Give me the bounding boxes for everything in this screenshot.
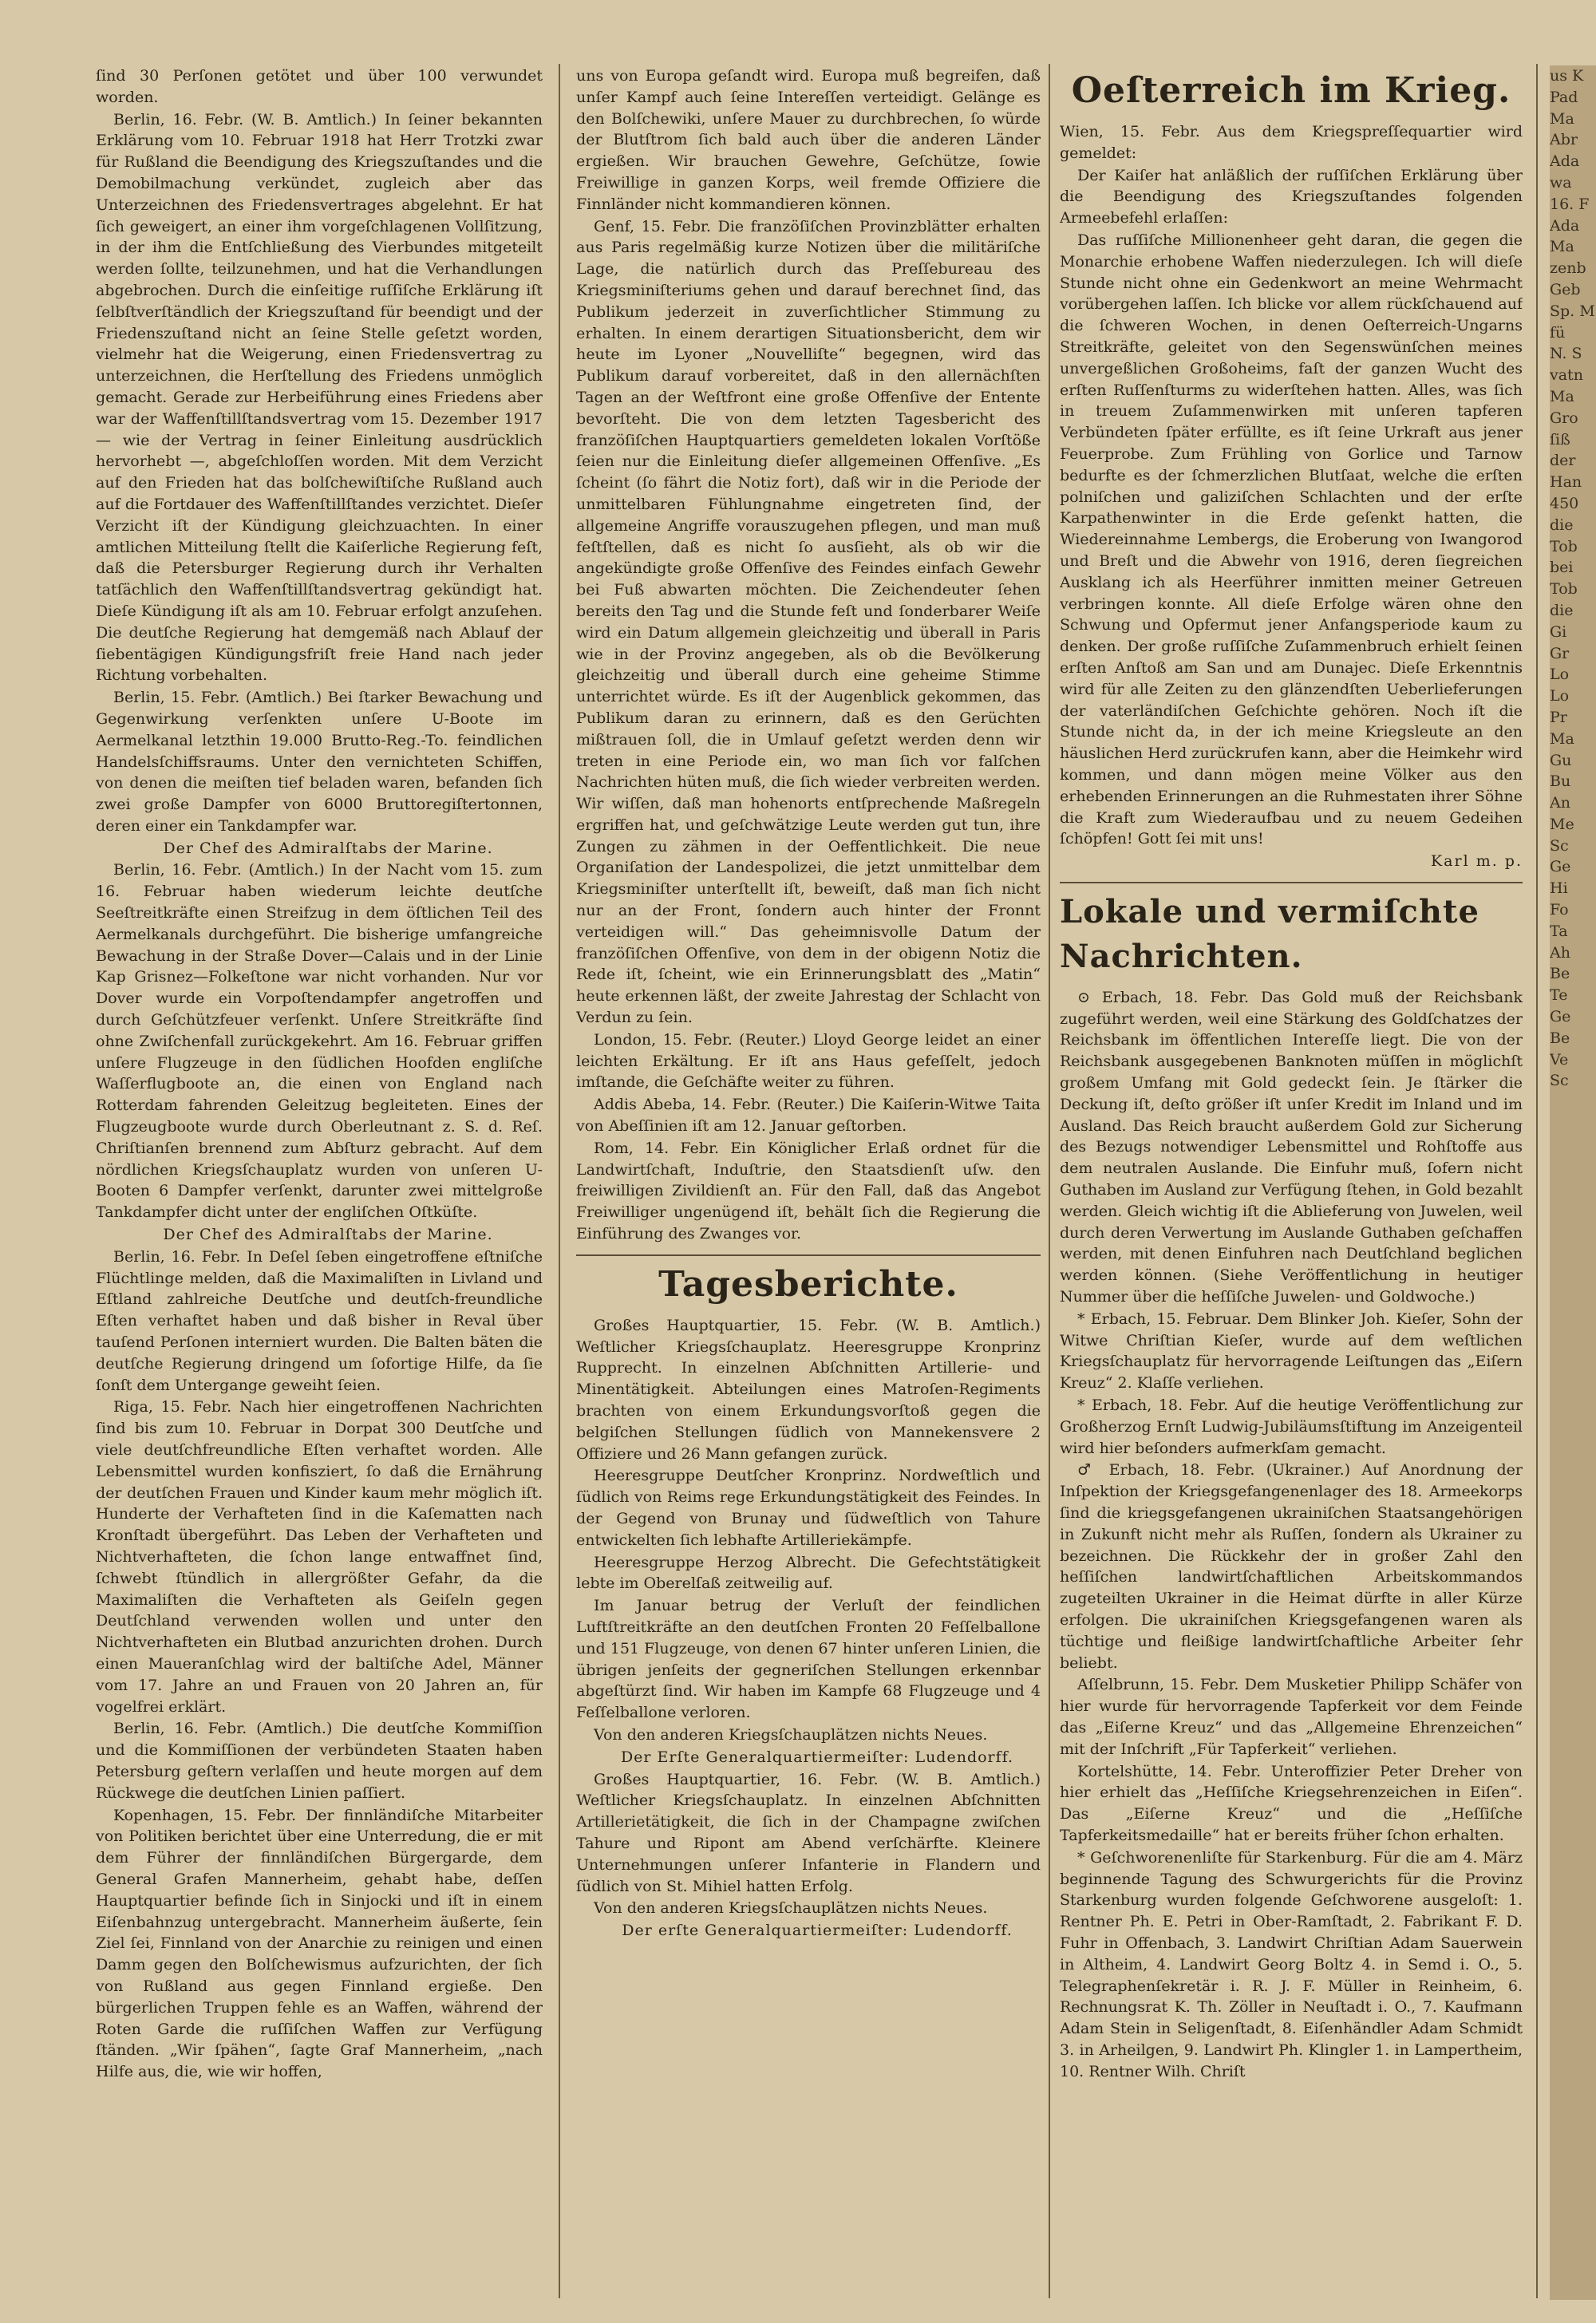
- edge-text-fragment: die: [1550, 516, 1574, 534]
- paragraph: Kopenhagen, 15. Febr. Der finnländiſche Mitarbeiter von Politiken berichtet über eine Unterredung, die er mit dem Führer der finnländiſchen Bürgergarde, dem General Grafen Mannerheim, gehabt habe, deſſen Hauptquartier befinde ſich in Sinjocki und iſt in einem Eiſenbahnzug untergebracht. Mannerheim äußerte, ſein Ziel ſei, Finnland von der Anarchie zu reinigen und einen Damm gegen den Bolſchewismus aufzurichten, der ſich von Rußland aus gegen Finnland ergieße. Den bürgerlichen Truppen fehle es an Waffen, während der Roten Garde die ruſſiſchen Waffen zur Verfügung ſtänden. „Wir ſpähen“, ſagte Graf Mannerheim, „nach Hilfe aus, die, wie wir hoffen,: [96, 1806, 543, 2081]
- edge-text-fragment: An: [1550, 794, 1570, 812]
- paragraph: Addis Abeba, 14. Febr. (Reuter.) Die Kaiſerin-Witwe Taita von Abeſſinien iſt am 12. Januar geſtorben.: [576, 1096, 1041, 1136]
- paragraph: Der Kaiſer hat anläßlich der ruſſiſchen Erklärung über die Beendigung des Kriegszuſtandes folgenden Armeebefehl erlaſſen:: [1060, 166, 1523, 227]
- edge-text-fragment: 16. F: [1550, 195, 1590, 213]
- column-3: [1060, 65, 1523, 2300]
- edge-text-fragment: Ta: [1550, 922, 1568, 940]
- column-1: [96, 65, 543, 2300]
- edge-text-fragment: Sc: [1550, 1072, 1569, 1090]
- paragraph: Kortelshütte, 14. Febr. Unteroffizier Peter Dreher von hier erhielt das „Heſſiſche Kriegsehrenzeichen in Eiſen“. Das „Eiſerne Kreuz“ und die „Heſſiſche Tapferkeitsmedaille“ hat er bereits früher ſchon erhalten.: [1060, 1762, 1523, 1844]
- paragraph: Im Januar betrug der Verluſt der feindlichen Luftſtreitkräfte an den deutſchen Fronten 20 Feſſelballone und 151 Flugzeuge, von denen 67 hinter unſeren Linien, die übrigen jenſeits der gegneriſchen Stellungen erkennbar abgeſtürzt ſind. Wir haben im Kampfe 68 Flugzeuge und 4 Feſſelballone verloren.: [576, 1597, 1041, 1722]
- edge-text-fragment: Geb: [1550, 280, 1581, 298]
- paragraph: * Geſchworenenliſte für Starkenburg. Für die am 4. März beginnende Tagung des Schwurgerichts für die Provinz Starkenburg wurden folgende Geſchworene ausgeloſt: 1. Rentner Ph. E. Petri in Ober-Ramſtadt, 2. Fabrikant F. D. Fuhr in Offenbach, 3. Landwirt Chriſtian Adam Sauerwein in Altheim, 4. Landwirt Georg Boltz 4. in Semd i. O., 5. Telegraphenſekretär i. R. J. F. Müller in Reinheim, 6. Rechnungsrat K. Th. Zöller in Neuſtadt i. O., 7. Kaufmann Adam Stein in Seligenſtadt, 8. Eiſenhändler Adam Schmidt 3. in Arheilgen, 9. Landwirt Ph. Klingler 1. in Lampertheim, 10. Rentner Wilh. Chriſt: [1060, 1848, 1523, 2080]
- edge-text-fragment: der: [1550, 452, 1576, 470]
- edge-text-fragment: Ma: [1550, 238, 1574, 256]
- edge-text-fragment: Ve: [1550, 1050, 1569, 1069]
- edge-text-fragment: Gr: [1550, 644, 1570, 662]
- divider: [576, 1254, 1041, 1256]
- edge-text-fragment: Ma: [1550, 729, 1574, 748]
- paragraph: Das ruſſiſche Millionenheer geht daran, die gegen die Monarchie erhobene Waffen niederzulegen. Ich will dieſe Stunde nicht ohne ein Gedenkwort an meine Wehrmacht vorübergehen laſſen. Ich blicke vor allem rückſchauend auf die ſchweren Wochen, in denen Oeſterreich-Ungarns Streitkräfte, geleitet von den Segenswünſchen meines unvergeßlichen Großoheims, faſt der ganzen Wucht des erſten Ruſſenſturms zu widerſtehen hatten. Alles, was ſich in treuem Zuſammenwirken mit unſeren tapferen Verbündeten ſpäter erfüllte, es iſt ſeine Urkraft aus jener Feuerprobe. Zum Frühling von Gorlice und Tarnow bedurfte es der ſchmerzlichen Blutſaat, welche die erſten polniſchen und galiziſchen Schlachten und der erſte Karpathenwinter in die Erde geſenkt hatten, die Wiedereinnahme Lembergs, die Eroberung von Iwangorod und Breſt und die Abwehr von 1916, deren ſiegreichen Ausklang ich als Heerführer inmitten meiner Getreuen verbringen konnte. All dieſe Erfolge wären ohne den Schwung und Opfermut jener Anfangsperiode kaum zu denken. Der große ruſſiſche Zuſammenbruch erhielt ſeinen erſten Anſtoß am San und am Dunajec. Dieſe Erkenntnis wird für alle Zeiten zu den glänzendſten Ueberlieferungen der vaterländiſchen Geſchichte gehören. Noch iſt die Stunde nicht da, in der ich meine Kriegsleute an den häuslichen Herd zurückrufen kann, aber die Heimkehr wird kommen, und dann mögen meine Völker aus den erhebenden Erinnerungen an die Ruhmestaten ihrer Söhne die Kraft zum Wiederaufbau und zu neuem Gedeihen ſchöpfen! Gott ſei mit uns!: [1060, 231, 1523, 848]
- signature: Der Chef des Admiralſtabs der Marine.: [163, 839, 493, 857]
- edge-text-fragment: Te: [1550, 986, 1568, 1005]
- edge-text-fragment: die: [1550, 601, 1574, 619]
- edge-text-fragment: Bu: [1550, 772, 1571, 791]
- section-heading-tagesberichte: Tagesberichte.: [658, 1263, 958, 1305]
- edge-text-fragment: Ada: [1550, 152, 1580, 171]
- edge-text-fragment: Abr: [1550, 131, 1578, 149]
- section-heading-oesterreich: Oeſterreich im Krieg.: [1071, 70, 1511, 111]
- paragraph: Wien, 15. Febr. Aus dem Kriegspreſſequartier wird gemeldet:: [1060, 123, 1523, 162]
- edge-text-fragment: Lo: [1550, 666, 1570, 684]
- paragraph: ſind 30 Perſonen getötet und über 100 verwundet worden.: [96, 67, 543, 106]
- edge-text-fragment: Ma: [1550, 387, 1574, 405]
- edge-text-fragment: Sc: [1550, 836, 1569, 855]
- paragraph: * Erbach, 15. Februar. Dem Blinker Joh. Kieſer, Sohn der Witwe Chriſtian Kieſer, wurde auf dem weſtlichen Kriegsſchauplatz für hervorragende Leiſtungen das „Eiſern Kreuz“ 2. Klaſſe verliehen.: [1060, 1310, 1523, 1393]
- paragraph: Berlin, 16. Febr. In Deſel ſeben eingetroffene eſtniſche Flüchtlinge melden, daß die Maximaliſten in Livland und Eſtland zahlreiche Deutſche und deutſch-freundliche Eſten verhaftet haben und daß bisher in Reval über tauſend Perſonen interniert wurden. Die Balten bäten die deutſche Regierung dringend um ſofortige Hilfe, da ſie ſonſt dem Untergange geweiht ſeien.: [96, 1247, 543, 1394]
- paragraph: ⊙ Erbach, 18. Febr. Das Gold muß der Reichsbank zugeführt werden, weil eine Stärkung des Goldſchatzes der Reichsbank im öffentlichen Intereſſe liegt. Die von der Reichsbank ausgegebenen Banknoten müſſen in möglichſt großem Umfang mit Gold gedeckt ſein. Je ſtärker die Deckung iſt, deſto größer iſt unſer Kredit im Inland und im Ausland. Das Reich braucht außerdem Gold zur Sicherung des Bezugs notwendiger Lebensmittel und Rohſtoffe aus dem neutralen Auslande. Die Einfuhr muß, ſofern nicht Guthaben im Ausland zur Verfügung ſtehen, in Gold bezahlt werden. Gleich wichtig iſt die Ablieferung von Juwelen, weil durch deren Verwertung im Auslande Guthaben geſchaffen werden, mit denen Einfuhren nach Deutſchland beglichen werden können. (Siehe Veröffentlichung in heutiger Nummer über die heſſiſche Juwelen- und Goldwoche.): [1060, 988, 1523, 1306]
- edge-text-fragment: Be: [1550, 965, 1570, 983]
- signature: Der erſte Generalquartiermeiſter: Ludendorff.: [622, 1922, 1013, 1940]
- paragraph: Rom, 14. Febr. Ein Königlicher Erlaß ordnet für die Landwirtſchaft, Induſtrie, den Staatsdienſt uſw. den freiwilligen Zivildienſt an. Für den Fall, daß das Angebot Freiwilliger ungenügend iſt, behält ſich die Regierung die Einführung des Zwanges vor.: [576, 1139, 1041, 1243]
- edge-text-fragment: Ge: [1550, 858, 1571, 876]
- paragraph: uns von Europa geſandt wird. Europa muß begreifen, daß unſer Kampf auch ſeine Intereſſen verteidigt. Gelänge es den Bolſchewiki, unſere Mauer zu durchbrechen, ſo würde der Blutſtrom ſich bald auch über die anderen Länder ergießen. Wir brauchen Gewehre, Geſchütze, ſowie Freiwillige in ganzen Korps, weil fremde Offiziere die Finnländer nicht kommandieren können.: [576, 67, 1041, 213]
- edge-text-fragment: Sp. M: [1550, 302, 1595, 320]
- column-2: [576, 65, 1041, 2300]
- signature: Der Chef des Admiralſtabs der Marine.: [163, 1226, 493, 1244]
- paragraph: Von den anderen Kriegsſchauplätzen nichts Neues.: [594, 1899, 988, 1918]
- edge-text-fragment: Fo: [1550, 901, 1569, 919]
- edge-text-fragment: Ada: [1550, 216, 1580, 235]
- edge-text-fragment: 450: [1550, 494, 1579, 512]
- edge-text-fragment: Gi: [1550, 622, 1567, 641]
- edge-text-fragment: Pr: [1550, 708, 1567, 726]
- edge-text-fragment: Lo: [1550, 687, 1570, 705]
- paragraph: Großes Hauptquartier, 16. Febr. (W. B. Amtlich.) Weſtlicher Kriegsſchauplatz. In einzelnen Abſchnitten Artillerietätigkeit, die ſich in der Champagne zwiſchen Tahure und Ripont am Abend verſchärfte. Kleinere Unternehmungen unſerer Infanterie in Flandern und ſüdlich von St. Mihiel hatten Erfolg.: [576, 1770, 1041, 1895]
- paragraph: Riga, 15. Febr. Nach hier eingetroffenen Nachrichten ſind bis zum 10. Februar in Dorpat 300 Deutſche und viele deutſchfreundliche Eſten verhaftet worden. Alle Lebensmittel wurden konfisziert, ſo daß die Ernährung der deutſchen Frauen und Kinder kaum mehr möglich iſt. Hunderte der Verhafteten ſind in die Kaſematten nach Kronſtadt übergeführt. Das Leben der Verhafteten und Nichtverhafteten, die ſchon lange entwaffnet ſind, ſchwebt ſtündlich in allergrößter Gefahr, da die Maximaliſten die Verhafteten als Geiſeln gegen Deutſchland verwenden wollen und unter den Nichtverhafteten ein Blutbad anzurichten drohen. Durch einen Maueranſchlag wird der baltiſche Adel, Männer vom 17. Jahre an und Frauen von 20 Jahren an, für vogelfrei erklärt.: [96, 1398, 543, 1716]
- signature: Karl m. p.: [1430, 852, 1523, 871]
- edge-text-fragment: Hi: [1550, 879, 1568, 898]
- paragraph: Berlin, 15. Febr. (Amtlich.) Bei ſtarker Bewachung und Gegenwirkung verſenkten unſere U-Boote im Aermelkanal letzthin 19.000 Brutto-Reg.-To. feindlichen Handelsſchiffsraums. Unter den vernichteten Schiffen, von denen die meiſten tief beladen waren, befanden ſich zwei große Dampfer von 6000 Bruttoregiſtertonnen, deren einer ein Tankdampfer war.: [96, 689, 543, 835]
- paragraph: Genf, 15. Febr. Die franzöſiſchen Provinzblätter erhalten aus Paris regelmäßig kurze Notizen über die militäriſche Lage, die natürlich durch das Preſſebureau des Kriegsminiſteriums gehen und darauf berechnet ſind, das Publikum jederzeit in zuverſichtlicher Stimmung zu erhalten. In einem derartigen Situationsbericht, dem wir heute im Lyoner „Nouvelliſte“ begegnen, wird das Publikum darauf vorbereitet, daß in den allernächſten Tagen an der Weſtfront eine große Offenſive der Entente bevorſteht. Die von dem letzten Tagesbericht des franzöſiſchen Hauptquartiers gemeldeten lokalen Vorſtöße ſeien nur die Einleitung dieſer allgemeinen Offenſive. „Es ſcheint (ſo fährt die Notiz fort), daß wir in die Periode der unmittelbaren Fühlungnahme eingetreten ſind, der allgemeine Angriffe vorauszugehen pflegen, und man muß feſtſtellen, daß es nicht ſo ausſieht, als ob wir die angekündigte große Offenſive des Feindes einfach Gewehr bei Fuß abwarten möchten. Die Zeichendeuter ſehen bereits den Tag und die Stunde feſt und ſonderbarer Weiſe wird ein Datum allgemein gleichzeitig und überall in Paris wie in der Provinz angegeben, als ob die Bevölkerung gleichzeitig und überall durch eine geheime Stimme unterrichtet würde. Es iſt der Augenblick gekommen, das Publikum daran zu erinnern, daß es den Gerüchten mißtrauen ſoll, die in Umlauf geſetzt werden denn wir treten in eine Periode ein, wo man ſich vor falſchen Nachrichten hüten muß, die ſich wieder verbreiten werden. Wir wiſſen, daß man hohenorts entſprechende Maßregeln ergriffen hat, und geſchwätzige Leute werden gut tun, ihre Zungen zu zähmen in der Oeffentlichkeit. Die neue Organiſation der Landespolizei, die jetzt unmittelbar dem Kriegsminiſter unterſtellt iſt, beweiſt, daß man ſich nicht nur an der Front, ſondern auch hinter der Fronnt verteidigen will.“ Das geheimnisvolle Datum der franzöſiſchen Offenſive, von dem in der obigenn Notiz die Rede iſt, ſcheint, wie ein Erinnerungsblatt des „Matin“ heute erkennen läßt, der zweite Jahrestag der Schlacht von Verdun zu ſein.: [576, 217, 1041, 1027]
- edge-text-fragment: Pad: [1550, 88, 1578, 106]
- paragraph: Heeresgruppe Deutſcher Kronprinz. Nordweſtlich und ſüdlich von Reims rege Erkundungstätigkeit des Feindes. In der Gegend von Brunay und ſüdweſtlich von Tahure entwickelten ſich lebhafte Artilleriekämpfe.: [576, 1467, 1041, 1549]
- edge-text-fragment: zenb: [1550, 259, 1586, 278]
- paragraph: Großes Hauptquartier, 15. Febr. (W. B. Amtlich.) Weſtlicher Kriegsſchauplatz. Heeresgruppe Kronprinz Rupprecht. In einzelnen Abſchnitten Artillerie- und Minentätigkeit. Abteilungen eines Matroſen-Regiments brachten von einem Erkundungsvorſtoß gegen die belgiſchen Stellungen ſüdlich von Mannekensvere 2 Offiziere und 26 Mann gefangen zurück.: [576, 1316, 1041, 1463]
- edge-text-fragment: Ah: [1550, 943, 1570, 962]
- paragraph: * Erbach, 18. Febr. Auf die heutige Veröffentlichung zur Großherzog Ernſt Ludwig-Jubiläumsſtiftung im Anzeigenteil wird hier beſonders aufmerkſam gemacht.: [1060, 1397, 1523, 1457]
- edge-text-fragment: Tob: [1550, 580, 1578, 599]
- edge-text-fragment: vatn: [1550, 366, 1583, 385]
- column-rule: [1049, 64, 1050, 2298]
- edge-text-fragment: Ge: [1550, 1008, 1571, 1026]
- edge-text-fragment: bei: [1550, 559, 1574, 577]
- edge-text-fragment: fü: [1550, 323, 1566, 342]
- divider: [1060, 882, 1523, 883]
- edge-text-fragment: Han: [1550, 473, 1582, 492]
- paragraph: Berlin, 16. Febr. (Amtlich.) Die deutſche Kommiſſion und die Kommiſſionen der verbündeten Staaten haben Petersburg geſtern verlaſſen und heute morgen auf dem Rückwege die deutſchen Linien paſſiert.: [96, 1720, 543, 1802]
- edge-text-fragment: Gu: [1550, 751, 1572, 769]
- paragraph: London, 15. Febr. (Reuter.) Lloyd George leidet an einer leichten Erkältung. Er iſt ans Haus gefeſſelt, jedoch imſtande, die Geſchäfte weiter zu führen.: [576, 1030, 1041, 1092]
- column-rule: [1536, 64, 1538, 2298]
- adjacent-page-edge: [1550, 65, 1596, 2300]
- column-rule: [559, 64, 560, 2298]
- paragraph: Berlin, 16. Febr. (W. B. Amtlich.) In ſeiner bekannten Erklärung vom 10. Februar 1918 hat Herr Trotzki zwar für Rußland die Beendigung des Kriegszuſtandes und die Demobilmachung verkündet, zugleich aber das Unterzeichnen des Friedensvertrages abgelehnt. Er hat ſich geweigert, an einer ihm vorgeſchlagenen Vollſitzung, in der ihm die Entſchließung des Vierbundes mitgeteilt werden ſollte, teilzunehmen, und hat die Verhandlungen abgebrochen. Durch die einſeitige ruſſiſche Erklärung iſt ſelbſtverſtändlich der Kriegszuſtand für beendigt und der Friedenszuſtand nicht an ſeine Stelle geſetzt worden, vielmehr hat die Weigerung, einen Friedensvertrag zu unterzeichnen, die Herſtellung des Friedens unmöglich gemacht. Gerade zur Herbeiführung eines Friedens aber war der Waffenſtillſtandsvertrag vom 15. Dezember 1917 — wie der Vertrag in ſeiner Einleitung ausdrücklich hervorhebt —, abgeſchloſſen worden. Mit dem Verzicht auf den Frieden hat das bolſchewiſtiſche Rußland auch auf die Fortdauer des Waffenſtillſtandes verzichtet. Dieſer Verzicht iſt der Kündigung gleichzuachten. In einer amtlichen Mitteilung ſtellt die Kaiſerliche Regierung feſt, daß die Petersburger Regierung durch ihr Verhalten tatſächlich den Waffenſtillſtandsvertrag gekündigt hat. Dieſe Kündigung iſt als am 10. Februar erfolgt anzuſehen. Die deutſche Regierung hat demgemäß nach Ablauf der ſiebentägigen Kündigungsfriſt freie Hand nach jeder Richtung vorbehalten.: [96, 110, 543, 685]
- section-heading-lokales: Lokale und vermiſchte Nachrichten.: [1060, 892, 1479, 975]
- edge-text-fragment: ſiß: [1550, 430, 1570, 448]
- paragraph: Heeresgruppe Herzog Albrecht. Die Gefechtstätigkeit lebte im Oberelſaß zeitweilig auf.: [576, 1553, 1041, 1593]
- edge-text-fragment: N. S: [1550, 345, 1582, 363]
- paragraph: Aſſelbrunn, 15. Febr. Dem Musketier Philipp Schäfer von hier wurde für hervorragende Tapferkeit vor dem Feinde das „Eiſerne Kreuz“ und das „Allgemeine Ehrenzeichen“ mit der Inſchrift „Für Tapferkeit“ verliehen.: [1060, 1676, 1523, 1758]
- edge-text-fragment: Gro: [1550, 409, 1578, 427]
- edge-text-fragment: wa: [1550, 173, 1572, 192]
- edge-text-fragment: Be: [1550, 1029, 1570, 1047]
- edge-text-fragment: Ma: [1550, 109, 1574, 128]
- paragraph: Von den anderen Kriegsſchauplätzen nichts Neues.: [594, 1725, 988, 1744]
- edge-text-fragment: us K: [1550, 67, 1584, 85]
- signature: Der Erſte Generalquartiermeiſter: Ludendorff.: [620, 1748, 1014, 1766]
- paragraph: ♂ Erbach, 18. Febr. (Ukrainer.) Auf Anordnung der Inſpektion der Kriegsgefangenenlager des 18. Armeekorps ſind die kriegsgefangenen ukrainiſchen Staatsangehörigen in Zukunft nicht mehr als Ruſſen, ſondern als Ukrainer zu bezeichnen. Die Rückkehr der in großer Zahl den heſſiſchen landwirtſchaftlichen Arbeitskommandos zugeteilten Ukrainer in die Heimat dürfte in aller Kürze erfolgen. Die ukrainiſchen Kriegsgefangenen waren als tüchtige und fleißige landwirtſchaftliche Arbeiter ſehr beliebt.: [1060, 1461, 1523, 1672]
- paragraph: Berlin, 16. Febr. (Amtlich.) In der Nacht vom 15. zum 16. Februar haben wiederum leichte deutſche Seeſtreitkräfte einen Streifzug in dem öſtlichen Teil des Aermelkanals durchgeführt. Die bisherige umfangreiche Bewachung in der Straße Dover—Calais und in der Linie Kap Grisnez—Folkeſtone war nicht vorhanden. Nur vor Dover wurde ein Vorpoſtendampfer angetroffen und durch Geſchützfeuer verſenkt. Unſere Streitkräfte ſind ohne Zwiſchenfall zurückgekehrt. Am 16. Februar griffen unſere Flugzeuge in den ſüdlichen Hoofden engliſche Waſſerflugboote an, die einen von England nach Rotterdam fahrenden Geleitzug begleiteten. Eines der Flugzeugboote wurde durch Oberleutnant z. S. d. Reſ. Chriſtianſen brennend zum Abſturz gebracht. Auf dem nördlichen Kriegsſchauplatz wurden von unſeren U-Booten 6 Dampfer verſenkt, darunter zwei mittelgroße Tankdampfer dicht unter der engliſchen Oſtküſte.: [96, 861, 543, 1222]
- edge-text-fragment: Me: [1550, 815, 1574, 833]
- edge-text-fragment: Tob: [1550, 537, 1578, 555]
